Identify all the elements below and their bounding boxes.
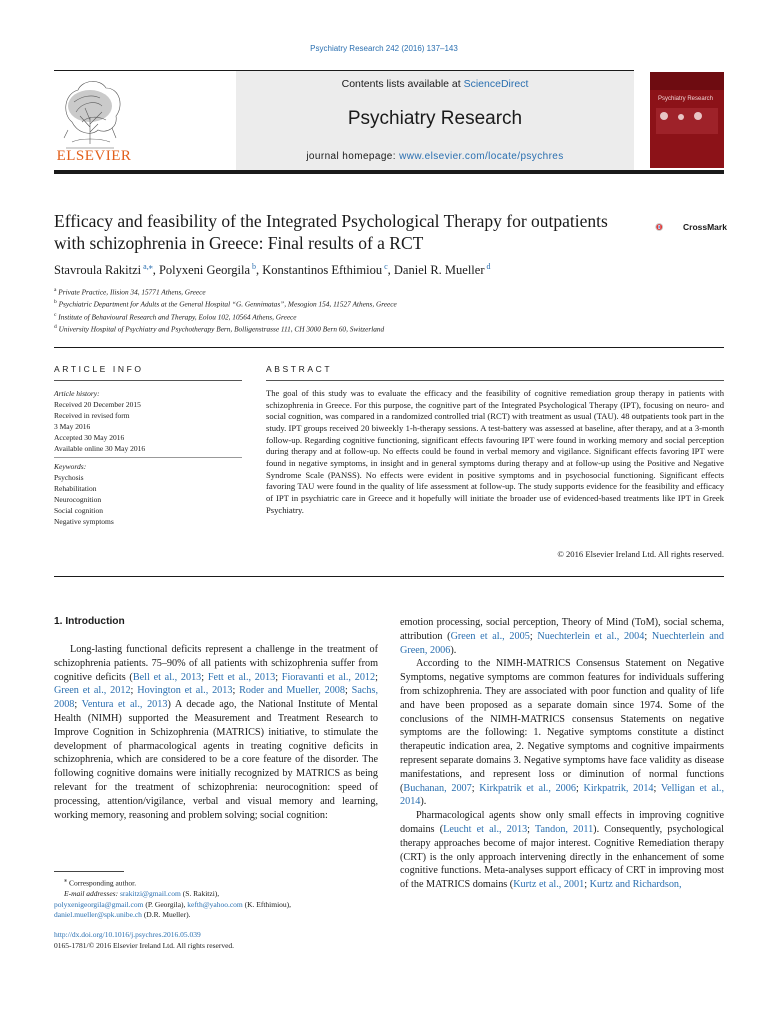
- author-name[interactable]: Daniel R. Mueller: [393, 263, 485, 278]
- email-owner: (D.R. Mueller).: [141, 910, 191, 919]
- abstract-rule: [266, 380, 724, 381]
- author-separator: ,: [152, 263, 159, 278]
- body-column-left: [54, 643, 378, 822]
- citation-link[interactable]: Leucht et al., 2013: [443, 823, 528, 835]
- history-entry: Received in revised form: [54, 411, 130, 420]
- affiliation-item: [54, 322, 714, 334]
- journal-homepage-line: [236, 151, 634, 162]
- affiliation-item: [54, 285, 714, 297]
- keyword: Psychosis: [54, 473, 84, 482]
- header-thick-rule: [54, 170, 724, 174]
- citation-link[interactable]: Fett et al., 2013: [207, 671, 276, 683]
- contents-prefix: Contents lists available at: [341, 78, 464, 90]
- cover-title: Psychiatry Research: [658, 96, 714, 102]
- keyword: Neurocognition: [54, 495, 102, 504]
- citation-link[interactable]: Green et al., 2005: [450, 630, 530, 642]
- author-name[interactable]: Stavroula Rakitzi: [54, 263, 142, 278]
- cover-top-band: [650, 72, 724, 90]
- abstract-text: The goal of this study was to evaluate the efficacy and the feasibility of cognitive remediation group therapy in patients with schizophrenia in Greece. For this purpose, the cognitive part of the Integrated Psychological Therapy (IPT), focusing on neuro- and social cognition, was compared in a randomized controlled trial (RCT) with treatment as usual (TAU). 48 outpatients took part in the study. IPT groups received 20 biweekly 1-h-therapy sessions. A test-battery was assessed at baseline, after therapy, and at a 3-month follow-up. Regarding cognitive functioning, significant effects favouring IPT were found in working memory and social perception during therapy and at follow-up. No effects could be found in verbal memory and vigilance. Significant effects favoring IPT were found in negative symptoms, in insight and in general symptoms during therapy and at follow-up using the Positive and Negative Syndrome Scale (PANSS). No effects were evident in positive symptoms and in psychosocial functioning. Significant effects favoring TAU were found in the quality of life assessment at follow-up. The study supports evidence for the feasibility and efficacy of IPT in psychiatric care in Greece and it hopefully will initiate the broader use of evidenced-based treatments like IPT in Greek Psychiatry.: [266, 388, 724, 515]
- doi-link[interactable]: http://dx.doi.org/10.1016/j.psychres.2016.05.039: [54, 930, 201, 939]
- doi-block: [54, 930, 394, 951]
- email-owner: (P. Georgila),: [143, 899, 188, 909]
- body-paragraph: Pharmacological agents show only small effects in improving cognitive domains (Leucht et al., 2013; Tandon, 2011). Consequently, psychological therapy approaches become of major interest. Cognitive Remediation therapy (CRT) is the only approach intervening directly in the enhancement of some cognitive functions. Meta-analyses support efficacy of CRT in improving most of the MATRICS domains (Kurtz et al., 2001; Kurtz and Richardson,: [400, 810, 724, 891]
- homepage-link[interactable]: www.elsevier.com/locate/psychres: [399, 151, 564, 162]
- journal-title: Psychiatry Research: [347, 108, 523, 129]
- citation-link[interactable]: Hovington et al., 2013: [137, 685, 233, 697]
- author-affiliation-mark[interactable]: b: [250, 262, 257, 271]
- citation-link[interactable]: Kurtz et al., 2001: [513, 879, 585, 891]
- history-entry: Received 20 December 2015: [54, 400, 141, 409]
- affiliation-item: [54, 310, 714, 322]
- email-owner: (S. Rakitzi),: [180, 889, 220, 898]
- email-owner: (K. Efthimiou),: [242, 899, 292, 909]
- history-entry: 3 May 2016: [54, 422, 91, 431]
- history-list: [54, 399, 244, 454]
- copyright-line: © 2016 Elsevier Ireland Ltd. All rights reserved.: [557, 549, 724, 559]
- author-affiliation-mark[interactable]: a,⁎: [141, 262, 153, 271]
- affiliation-text: Psychiatric Department for Adults at the General Hospital “G. Gennimatas”, Mesogion 154, 11527 Athens, Greece: [56, 299, 397, 309]
- citation-link[interactable]: Nuechterlein and Green, 2006: [400, 630, 724, 656]
- affiliation-text: Institute of Behavioural Research and Therapy, Eolou 102, 10564 Athens, Greece: [56, 312, 297, 322]
- author-separator: ,: [387, 263, 394, 278]
- affiliation-key: b: [54, 299, 57, 306]
- keywords-rule: [54, 457, 242, 458]
- article-history: [54, 388, 244, 454]
- keywords-block: [54, 461, 244, 527]
- citation-link[interactable]: Buchanan, 2007: [403, 782, 472, 794]
- email-row: [54, 900, 394, 911]
- affiliation-text: University Hospital of Psychiatry and Psychotherapy Bern, Bolligenstrasse 111, CH 3000 Bern 60, Switzerland: [56, 324, 385, 334]
- cover-dot: [678, 114, 684, 120]
- citation-link[interactable]: Velligan et al., 2014: [400, 782, 724, 808]
- body-paragraph: According to the NIMH-MATRICS Consensus Statement on Negative Symptoms, negative symptoms are common features for individuals suffering from schizophrenia. They are associated with poor function and quality of life and have been proposed as a separate domain since 1974. Some of the conclusions of the NIMH-MATRICS consensus Statements on negative symptoms are the following: 1. Negative symptoms constitute a distinct therapeutic indication area, 2. Negative symptoms and cognitive impairments represent separate domains 3. Negative symptoms have face validity as disease manifestations, and represent loss or diminution of normal functions (Buchanan, 2007; Kirkpatrik et al., 2006; Kirkpatrik, 2014; Velligan et al., 2014).: [400, 658, 724, 808]
- citation-link[interactable]: Kirkpatrik et al., 2006: [479, 782, 576, 794]
- affiliation-key: d: [54, 324, 57, 331]
- citation-link[interactable]: Bell et al., 2013: [132, 671, 202, 683]
- history-entry: Available online 30 May 2016: [54, 444, 146, 453]
- journal-cover-thumbnail[interactable]: [650, 72, 724, 168]
- section-heading-introduction: 1. Introduction: [54, 616, 125, 627]
- history-label: Article history:: [54, 389, 100, 398]
- keyword: Social cognition: [54, 506, 103, 515]
- email-label: E-mail addresses:: [64, 889, 120, 898]
- citation-link[interactable]: Sachs, 2008: [54, 685, 378, 711]
- citation-link[interactable]: Roder and Mueller, 2008: [239, 685, 345, 697]
- author-affiliation-mark[interactable]: c: [382, 262, 388, 271]
- author-affiliation-mark[interactable]: d: [484, 262, 491, 271]
- keyword-list: [54, 472, 244, 527]
- issn-line: 0165-1781/© 2016 Elsevier Ireland Ltd. All rights reserved.: [54, 940, 235, 950]
- affiliation-key: c: [54, 311, 57, 318]
- email-row: [54, 910, 394, 921]
- email-link[interactable]: daniel.mueller@spk.unibe.ch: [54, 910, 142, 919]
- citation-link[interactable]: Nuechterlein et al., 2004: [537, 630, 645, 642]
- crossmark-icon[interactable]: [655, 212, 681, 242]
- sciencedirect-link[interactable]: ScienceDirect: [463, 78, 529, 90]
- email-link[interactable]: kefth@yahoo.com: [187, 899, 243, 909]
- body-paragraph: emotion processing, social perception, Theory of Mind (ToM), social schema, attribution (Green et al., 2005; Nuechterlein et al., 2004; Nuechterlein and Green, 2006).: [400, 617, 724, 656]
- crossmark-label[interactable]: CrossMark: [683, 222, 727, 232]
- affiliations: [54, 285, 714, 335]
- footnote-rule: [54, 871, 124, 872]
- body-column-right: [400, 616, 724, 892]
- article-title: Efficacy and feasibility of the Integrated Psychological Therapy for outpatients with schizophrenia in Greece: Final results of a RCT: [54, 211, 608, 253]
- journal-reference[interactable]: Psychiatry Research 242 (2016) 137–143: [310, 44, 458, 53]
- citation-link[interactable]: Fioravanti et al., 2012: [281, 671, 376, 683]
- keyword: Negative symptoms: [54, 517, 114, 526]
- cover-dot: [694, 112, 702, 120]
- history-entry: Accepted 30 May 2016: [54, 433, 125, 442]
- corresponding-note: ⁎ Corresponding author.: [64, 877, 137, 888]
- citation-link[interactable]: Kirkpatrik, 2014: [583, 782, 654, 794]
- contents-line: [236, 78, 634, 90]
- corresponding-text: Corresponding author.: [69, 878, 137, 888]
- footnotes: [54, 876, 394, 921]
- section-rule: [54, 576, 724, 577]
- body-paragraph: Long-lasting functional deficits represent a challenge in the treatment of schizophrenia patients. 75–90% of all patients with schizophrenia suffer from cognitive deficits (Bell et al., 2013; Fett et al., 2013; Fioravanti et al., 2012; Green et al., 2012; Hovington et al., 2013; Roder and Mueller, 2008; Sachs, 2008; Ventura et al., 2013) A decade ago, the National Institute of Mental Health (NIMH) supported the Measurement and Treatment Research to Improve Cognition in Schizophrenia (MATRICS) initiative, to stimulate the development of pharmacological agents in treating cognitive deficits in schizophrenia, which are considered to be a core feature of the disorder. The following cognitive domains were initially recognized by MATRICS as being relevant for the treatment of schizophrenia: neurocognition: speed of processing, attention/vigilance, verbal and visual memory and learning, working memory, reasoning and problem solving; social cognition:: [54, 644, 378, 821]
- citation-link[interactable]: Kurtz and Richardson,: [589, 879, 682, 891]
- elsevier-wordmark: ELSEVIER: [56, 148, 132, 164]
- author-separator: ,: [256, 263, 263, 278]
- email-link[interactable]: polyxenigeorgila@gmail.com: [54, 899, 144, 909]
- abstract-heading: ABSTRACT: [266, 364, 333, 374]
- citation-link[interactable]: Tandon, 2011: [535, 823, 594, 835]
- email-addresses: [54, 889, 394, 900]
- cover-dot: [660, 112, 668, 120]
- author-list: [54, 262, 694, 278]
- affiliation-text: Private Practice, Ilision 34, 15771 Athens, Greece: [56, 287, 206, 297]
- keyword: Rehabilitation: [54, 484, 97, 493]
- keywords-label: Keywords:: [54, 462, 87, 471]
- homepage-label: journal homepage:: [306, 151, 400, 162]
- email-link[interactable]: srakitzi@gmail.com: [119, 889, 181, 898]
- section-rule: [54, 347, 724, 348]
- affiliation-item: [54, 297, 714, 309]
- citation-link[interactable]: Ventura et al., 2013: [81, 699, 168, 711]
- article-info-rule: [54, 380, 242, 381]
- author-name[interactable]: Konstantinos Efthimiou: [262, 263, 383, 278]
- author-name[interactable]: Polyxeni Georgila: [158, 263, 251, 278]
- citation-link[interactable]: Green et al., 2012: [54, 685, 131, 697]
- article-info-heading: ARTICLE INFO: [54, 364, 144, 374]
- affiliation-key: a: [54, 287, 57, 293]
